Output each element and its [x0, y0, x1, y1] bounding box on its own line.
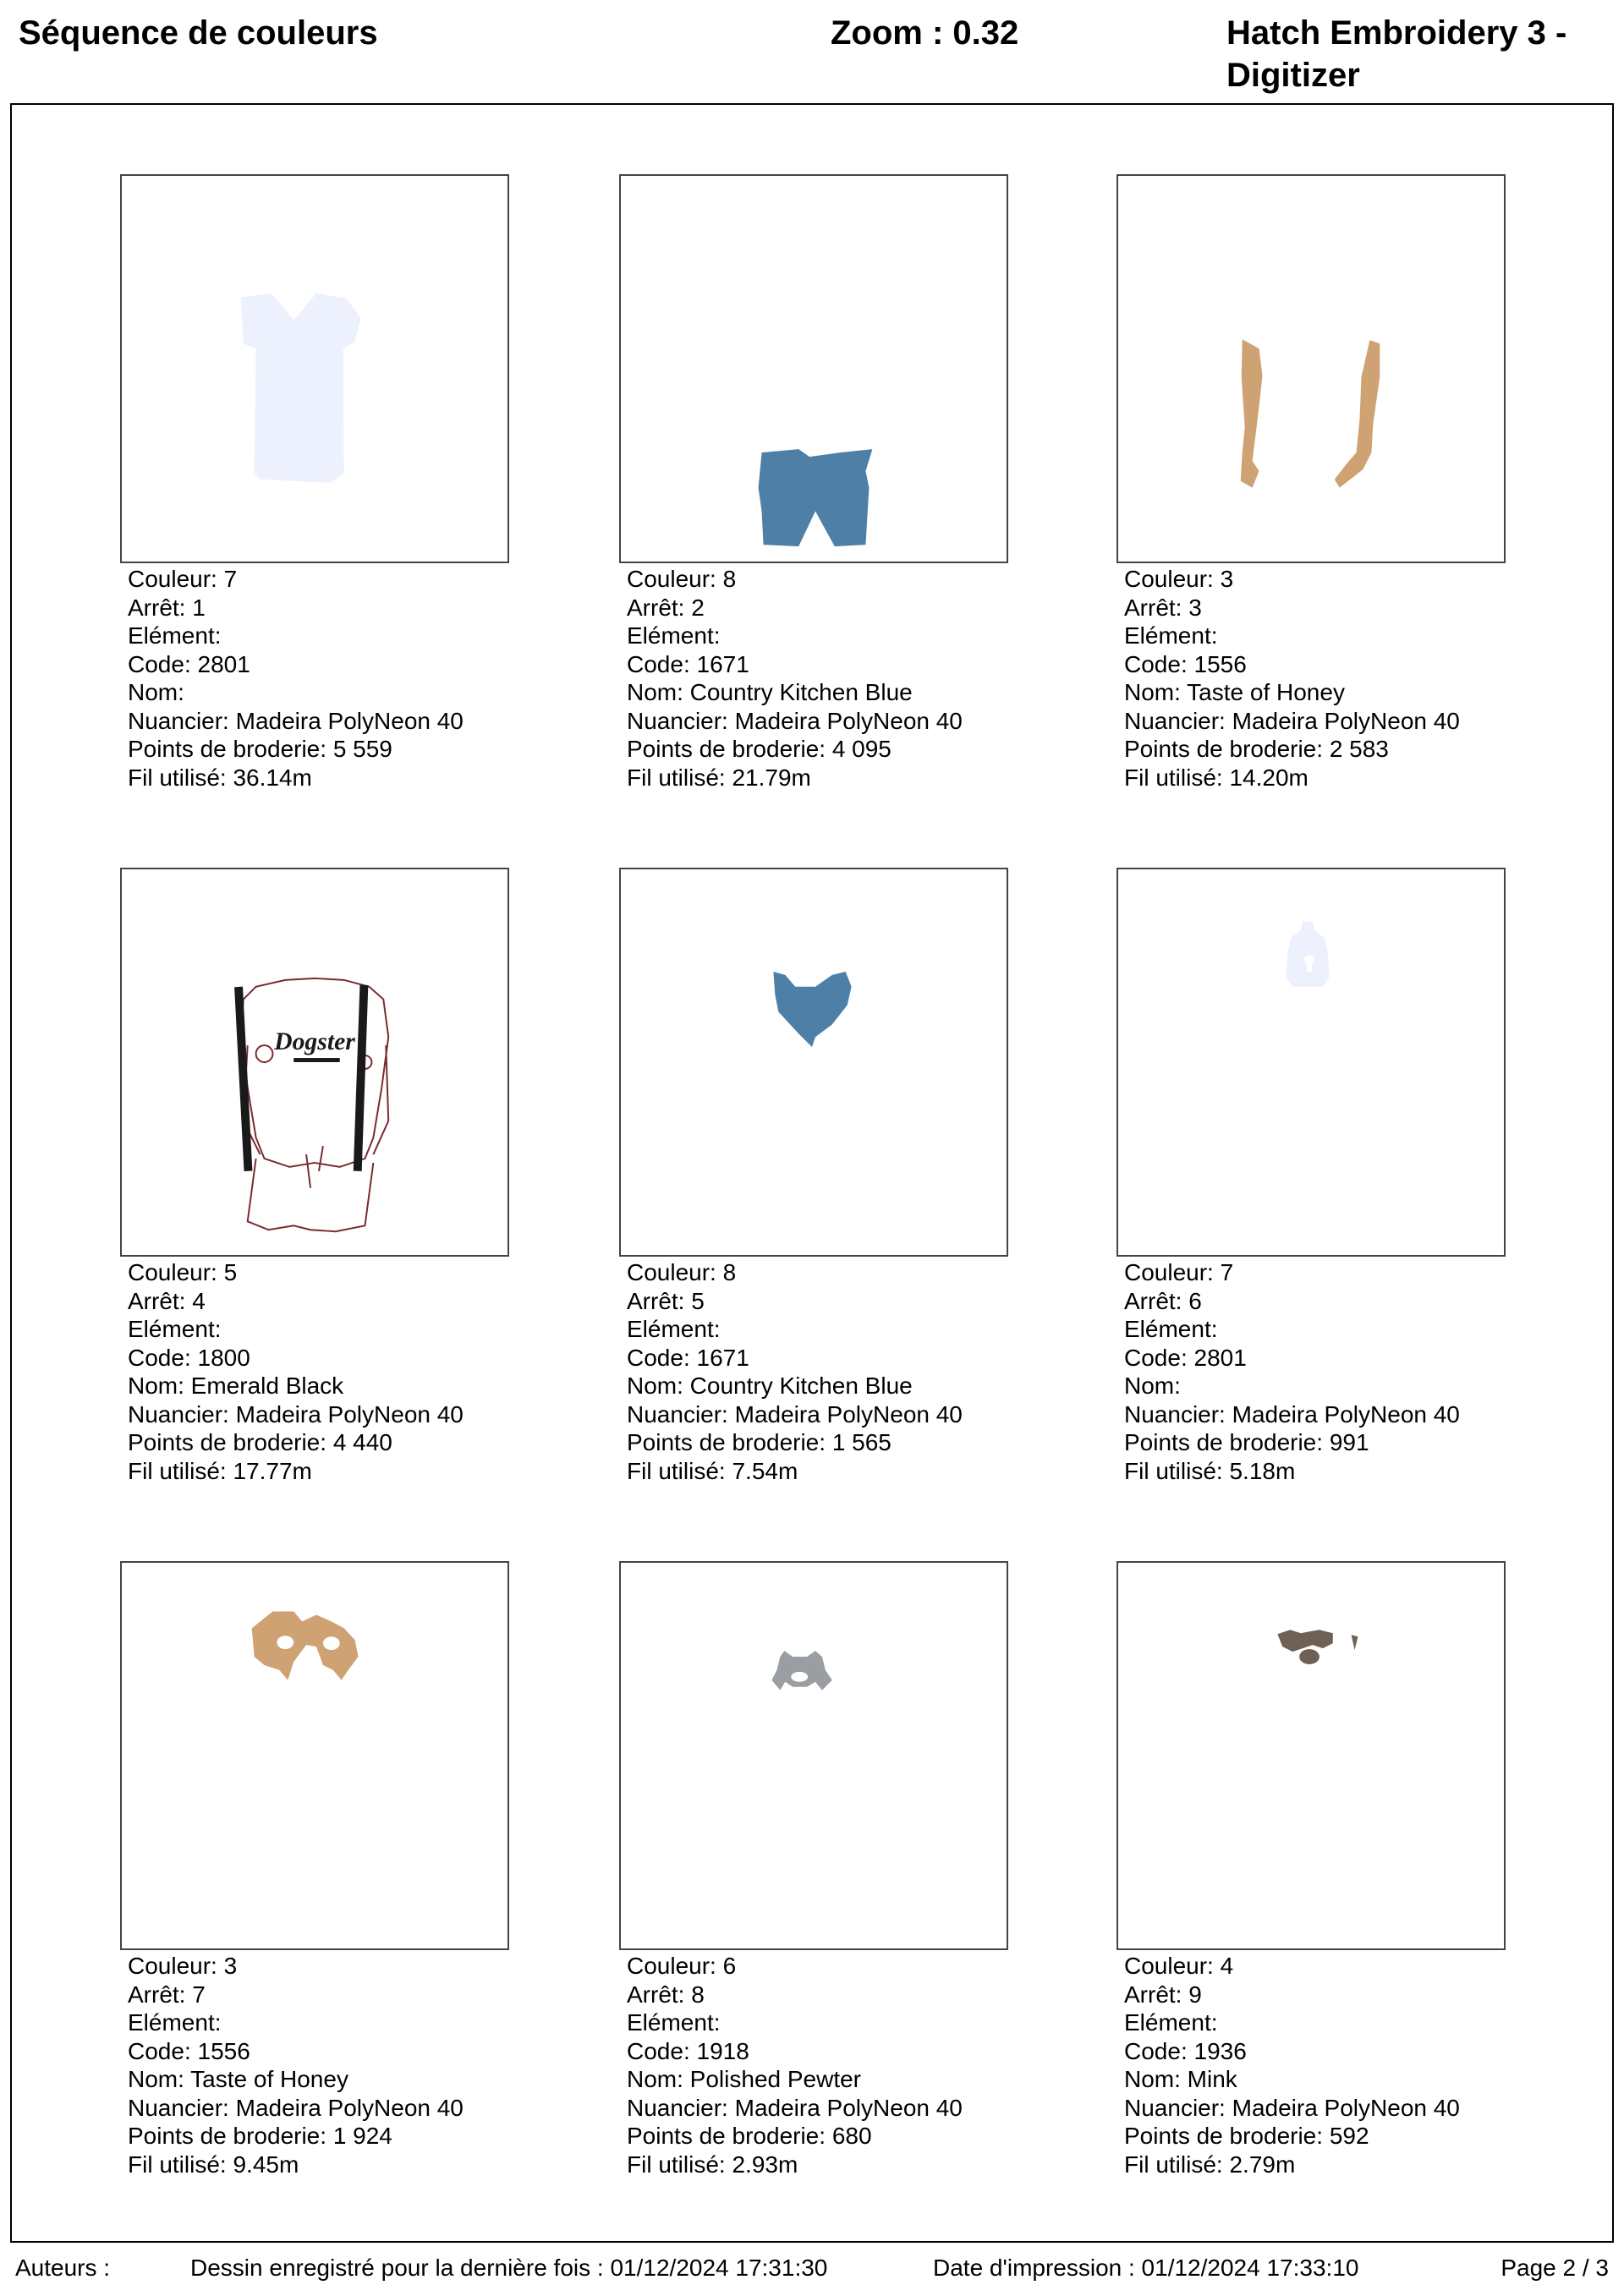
stop-code: Code: 2801: [128, 650, 250, 677]
app-name: Hatch Embroidery 3 - Digitizer: [1226, 14, 1567, 94]
stop-code: Code: 1671: [627, 650, 749, 677]
stop-element: Elément:: [627, 1316, 721, 1342]
stop-nom: Nom: Taste of Honey: [128, 2066, 348, 2092]
stop-points: Points de broderie: 1 924: [128, 2123, 392, 2149]
footer-print-date: Date d'impression : 01/12/2024 17:33:10: [933, 2255, 1359, 2281]
color-stop-card: [619, 1561, 1008, 2178]
stop-arret: Arrêt: 5: [627, 1287, 705, 1314]
stop-thumbnail: [1116, 1561, 1506, 1950]
stop-details: [619, 1258, 1008, 1485]
stop-nuancier: Nuancier: Madeira PolyNeon 40: [128, 1400, 464, 1427]
stop-details: [1116, 1258, 1506, 1485]
stop-points: Points de broderie: 1 565: [627, 1429, 892, 1455]
stop-couleur: Couleur: 7: [1124, 1259, 1234, 1285]
stop-nom: Nom:: [1124, 1373, 1181, 1399]
stop-nuancier: Nuancier: Madeira PolyNeon 40: [128, 2094, 464, 2121]
stop-thumbnail: [120, 868, 509, 1257]
embroidery-preview: [1118, 869, 1504, 1255]
stop-points: Points de broderie: 4 095: [627, 736, 892, 762]
stop-fil: Fil utilisé: 2.79m: [1124, 2151, 1296, 2178]
color-stop-card: [120, 1561, 509, 2178]
embroidery-preview: [1118, 176, 1504, 562]
stop-code: Code: 1556: [1124, 650, 1247, 677]
stop-points: Points de broderie: 2 583: [1124, 736, 1389, 762]
color-stop-card: [120, 868, 509, 1485]
stop-thumbnail: [120, 1561, 509, 1950]
stop-nuancier: Nuancier: Madeira PolyNeon 40: [1124, 707, 1460, 734]
stop-nom: Nom: Country Kitchen Blue: [627, 1373, 913, 1399]
embroidery-preview: [122, 1563, 508, 1948]
embroidery-preview: [621, 1563, 1007, 1948]
stop-couleur: Couleur: 4: [1124, 1953, 1234, 1979]
stop-nuancier: Nuancier: Madeira PolyNeon 40: [1124, 2094, 1460, 2121]
color-stop-card: [1116, 1561, 1506, 2178]
stop-element: Elément:: [627, 622, 721, 649]
stop-details: [619, 1952, 1008, 2178]
stop-arret: Arrêt: 4: [128, 1287, 206, 1314]
stop-fil: Fil utilisé: 21.79m: [627, 764, 811, 791]
stop-arret: Arrêt: 1: [128, 594, 206, 621]
color-stop-card: [1116, 868, 1506, 1485]
stop-thumbnail: [1116, 174, 1506, 563]
stop-nuancier: Nuancier: Madeira PolyNeon 40: [627, 707, 963, 734]
stop-code: Code: 1671: [627, 1344, 749, 1371]
stop-nom: Nom: Emerald Black: [128, 1373, 344, 1399]
stop-points: Points de broderie: 4 440: [128, 1429, 392, 1455]
stop-element: Elément:: [1124, 2009, 1218, 2036]
stop-arret: Arrêt: 9: [1124, 1981, 1202, 2008]
stop-thumbnail: [619, 1561, 1008, 1950]
stop-couleur: Couleur: 7: [128, 566, 238, 592]
stop-arret: Arrêt: 3: [1124, 594, 1202, 621]
stop-nom: Nom: Mink: [1124, 2066, 1237, 2092]
page-title: Séquence de couleurs: [19, 14, 378, 52]
color-stop-card: [619, 868, 1008, 1485]
color-stop-card: [120, 174, 509, 792]
footer-authors: Auteurs :: [15, 2255, 111, 2281]
stop-fil: Fil utilisé: 2.93m: [627, 2151, 798, 2178]
stop-couleur: Couleur: 3: [128, 1953, 238, 1979]
svg-text:Dogster: Dogster: [274, 1028, 355, 1056]
stop-code: Code: 1556: [128, 2037, 250, 2064]
stop-fil: Fil utilisé: 7.54m: [627, 1457, 798, 1484]
stop-nom: Nom:: [128, 679, 184, 705]
stop-points: Points de broderie: 680: [627, 2123, 872, 2149]
stop-details: [619, 565, 1008, 792]
zoom-level: Zoom : 0.32: [831, 14, 1019, 52]
embroidery-preview: [122, 869, 508, 1255]
stop-nuancier: Nuancier: Madeira PolyNeon 40: [627, 1400, 963, 1427]
stop-nuancier: Nuancier: Madeira PolyNeon 40: [1124, 1400, 1460, 1427]
stop-element: Elément:: [128, 622, 222, 649]
stop-arret: Arrêt: 7: [128, 1981, 206, 2008]
stop-fil: Fil utilisé: 17.77m: [128, 1457, 312, 1484]
embroidery-preview: [621, 176, 1007, 562]
stop-nuancier: Nuancier: Madeira PolyNeon 40: [128, 707, 464, 734]
stop-couleur: Couleur: 3: [1124, 566, 1234, 592]
stop-arret: Arrêt: 2: [627, 594, 705, 621]
stop-nuancier: Nuancier: Madeira PolyNeon 40: [627, 2094, 963, 2121]
stop-couleur: Couleur: 8: [627, 566, 737, 592]
stop-arret: Arrêt: 6: [1124, 1287, 1202, 1314]
stop-element: Elément:: [1124, 1316, 1218, 1342]
stop-details: [1116, 1952, 1506, 2178]
stop-nom: Nom: Country Kitchen Blue: [627, 679, 913, 705]
stop-thumbnail: [1116, 868, 1506, 1257]
footer-saved-date: Dessin enregistré pour la dernière fois : 01/12/2024 17:31:30: [190, 2255, 828, 2281]
stop-nom: Nom: Taste of Honey: [1124, 679, 1345, 705]
stop-code: Code: 2801: [1124, 1344, 1247, 1371]
stop-details: [1116, 565, 1506, 792]
stop-element: Elément:: [627, 2009, 721, 2036]
stop-code: Code: 1936: [1124, 2037, 1247, 2064]
stop-fil: Fil utilisé: 36.14m: [128, 764, 312, 791]
stop-details: [120, 1258, 509, 1485]
stop-points: Points de broderie: 592: [1124, 2123, 1369, 2149]
embroidery-preview: [621, 869, 1007, 1255]
stop-details: [120, 1952, 509, 2178]
stop-element: Elément:: [128, 1316, 222, 1342]
stop-couleur: Couleur: 5: [128, 1259, 238, 1285]
stop-fil: Fil utilisé: 9.45m: [128, 2151, 299, 2178]
stop-element: Elément:: [1124, 622, 1218, 649]
stop-fil: Fil utilisé: 14.20m: [1124, 764, 1309, 791]
embroidery-preview: [122, 176, 508, 562]
stop-element: Elément:: [128, 2009, 222, 2036]
embroidery-preview: [1118, 1563, 1504, 1948]
stop-points: Points de broderie: 991: [1124, 1429, 1369, 1455]
stop-fil: Fil utilisé: 5.18m: [1124, 1457, 1296, 1484]
stop-nom: Nom: Polished Pewter: [627, 2066, 862, 2092]
stop-code: Code: 1918: [627, 2037, 749, 2064]
page-number: Page 2 / 3: [1501, 2255, 1609, 2281]
color-stop-card: [1116, 174, 1506, 792]
stop-thumbnail: [619, 174, 1008, 563]
stop-code: Code: 1800: [128, 1344, 250, 1371]
stop-arret: Arrêt: 8: [627, 1981, 705, 2008]
stop-thumbnail: [619, 868, 1008, 1257]
stop-couleur: Couleur: 8: [627, 1259, 737, 1285]
stop-points: Points de broderie: 5 559: [128, 736, 392, 762]
stop-details: [120, 565, 509, 792]
stop-thumbnail: [120, 174, 509, 563]
stop-couleur: Couleur: 6: [627, 1953, 737, 1979]
color-stop-card: [619, 174, 1008, 792]
